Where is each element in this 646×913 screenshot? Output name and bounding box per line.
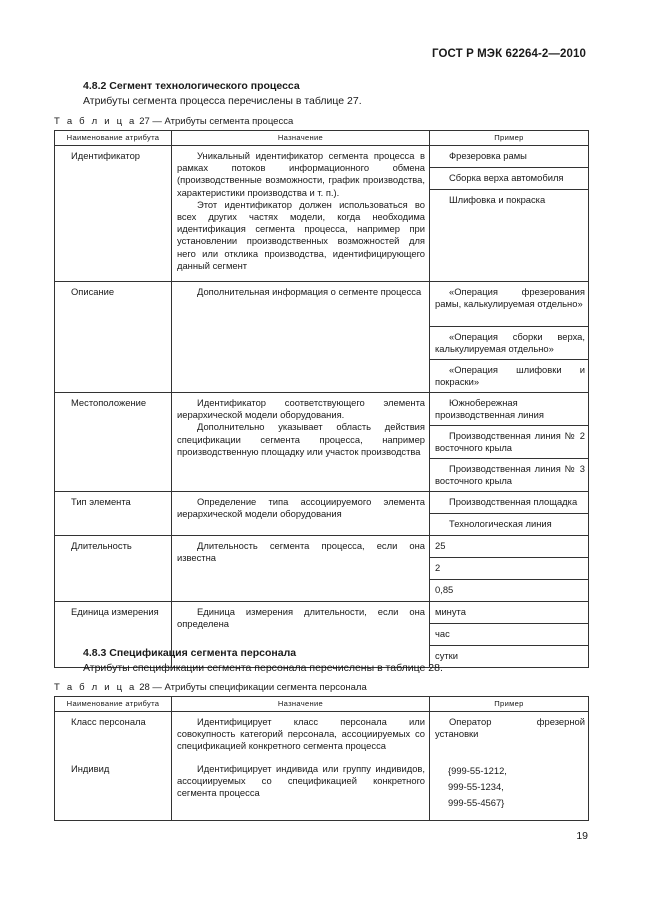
column-header-purpose: Назначение	[172, 131, 430, 146]
section-intro-482: Атрибуты сегмента процесса перечислены в таблице 27.	[83, 95, 362, 107]
description-paragraph: Уникальный идентификатор сегмента процесса в рамках потоков информационного обмена (производственные возможности, график производства, характеристики производства и т. п.).	[177, 150, 425, 198]
attribute-description	[172, 492, 430, 536]
attribute-description	[172, 282, 430, 393]
description-paragraph: Единица измерения длительности, если она определена	[177, 606, 425, 630]
table-28-caption	[54, 682, 367, 693]
column-header-name: Наименование атрибута	[55, 697, 172, 712]
example-cell: минута	[430, 602, 589, 624]
section-heading-483: 4.8.3 Спецификация сегмента персонала	[83, 647, 297, 659]
table-27	[54, 130, 589, 668]
table-row	[55, 282, 589, 327]
attribute-description	[172, 712, 430, 760]
example-cell: Сборка верха автомобиля	[430, 168, 589, 190]
description-paragraph: Дополнительная информация о сегменте процесса	[197, 286, 422, 297]
example-cell: сутки	[430, 646, 589, 668]
example-cell: Фрезеровка рамы	[430, 146, 589, 168]
column-header-example: Пример	[430, 131, 589, 146]
column-header-purpose: Назначение	[172, 697, 430, 712]
attribute-name: Описание	[55, 282, 172, 393]
example-cell: час	[430, 624, 589, 646]
example-cell	[430, 759, 589, 821]
column-header-example: Пример	[430, 697, 589, 712]
section-heading-482: 4.8.2 Сегмент технологического процесса	[83, 80, 300, 92]
table-row	[55, 146, 589, 168]
attribute-description	[172, 536, 430, 602]
table-row	[55, 602, 589, 624]
description-paragraph: Этот идентификатор должен использоваться во всех других частях модели, когда необходима идентификация сегмента процесса, например при установлении производственных возможностей для него или отклика производства, идентифицирующего данный сегмент	[177, 198, 425, 271]
table-row	[55, 712, 589, 760]
example-line: {999-55-1212,	[448, 765, 507, 776]
caption-text: 28 — Атрибуты спецификации сегмента персонала	[139, 682, 367, 693]
table-row	[55, 759, 589, 821]
description-paragraph: Идентифицирует класс персонала или совокупность категорий персонала, ассоциируемых со спецификацией конкретного сегмента процесса	[177, 716, 425, 752]
table-header-row	[55, 131, 589, 146]
description-paragraph: Идентификатор соответствующего элемента иерархической модели оборудования.	[177, 397, 425, 421]
column-header-name: Наименование атрибута	[55, 131, 172, 146]
description-paragraph: Определение типа ассоциируемого элемента иерархической модели оборудования	[177, 496, 425, 520]
attribute-description	[172, 759, 430, 821]
example-cell: 25	[430, 536, 589, 558]
attribute-name: Тип элемента	[55, 492, 172, 536]
attribute-name: Единица измерения	[55, 602, 172, 668]
example-cell: 0,85	[430, 580, 589, 602]
table-27-caption	[54, 116, 293, 127]
table-row	[55, 393, 589, 426]
attribute-name: Идентификатор	[55, 146, 172, 282]
example-cell: Шлифовка и покраска	[430, 190, 589, 282]
example-cell: «Операция фрезерования рамы, калькулируемая отдельно»	[430, 282, 589, 327]
description-paragraph: Идентифицирует индивида или группу индивидов, ассоциируемых со спецификацией конкретного сегмента процесса	[177, 763, 425, 799]
example-cell: Оператор фрезерной установки	[430, 712, 589, 760]
example-line: 999-55-4567}	[448, 797, 505, 808]
table-row	[55, 492, 589, 514]
attribute-name: Индивид	[55, 759, 172, 821]
document-code: ГОСТ Р МЭК 62264-2—2010	[432, 48, 586, 60]
attribute-name: Длительность	[55, 536, 172, 602]
caption-prefix: Т а б л и ц а	[54, 682, 137, 693]
section-intro-483: Атрибуты спецификации сегмента персонала перечислены в таблице 28.	[83, 662, 443, 674]
caption-prefix: Т а б л и ц а	[54, 116, 137, 127]
description-paragraph: Длительность сегмента процесса, если она известна	[177, 540, 425, 564]
page-number: 19	[576, 830, 588, 842]
example-cell: 2	[430, 558, 589, 580]
attribute-name: Местоположение	[55, 393, 172, 492]
example-line: 999-55-1234,	[448, 781, 504, 792]
caption-text: 27 — Атрибуты сегмента процесса	[139, 116, 294, 127]
example-cell: Производственная площадка	[430, 492, 589, 514]
example-cell: Южнобережная производственная линия	[430, 393, 589, 426]
example-cell: «Операция шлифовки и покраски»	[430, 360, 589, 393]
attribute-name: Класс персонала	[55, 712, 172, 760]
table-row	[55, 536, 589, 558]
example-cell: «Операция сборки верха, калькулируемая отдельно»	[430, 327, 589, 360]
example-cell: Производственная линия № 3 восточного крыла	[430, 459, 589, 492]
attribute-description	[172, 393, 430, 492]
table-header-row	[55, 697, 589, 712]
attribute-description	[172, 146, 430, 282]
description-paragraph: Дополнительно указывает область действия спецификации сегмента процесса, например производственную площадку или участок производства	[177, 421, 425, 457]
example-cell: Производственная линия № 2 восточного крыла	[430, 426, 589, 459]
example-cell: Технологическая линия	[430, 514, 589, 536]
table-28	[54, 696, 589, 821]
